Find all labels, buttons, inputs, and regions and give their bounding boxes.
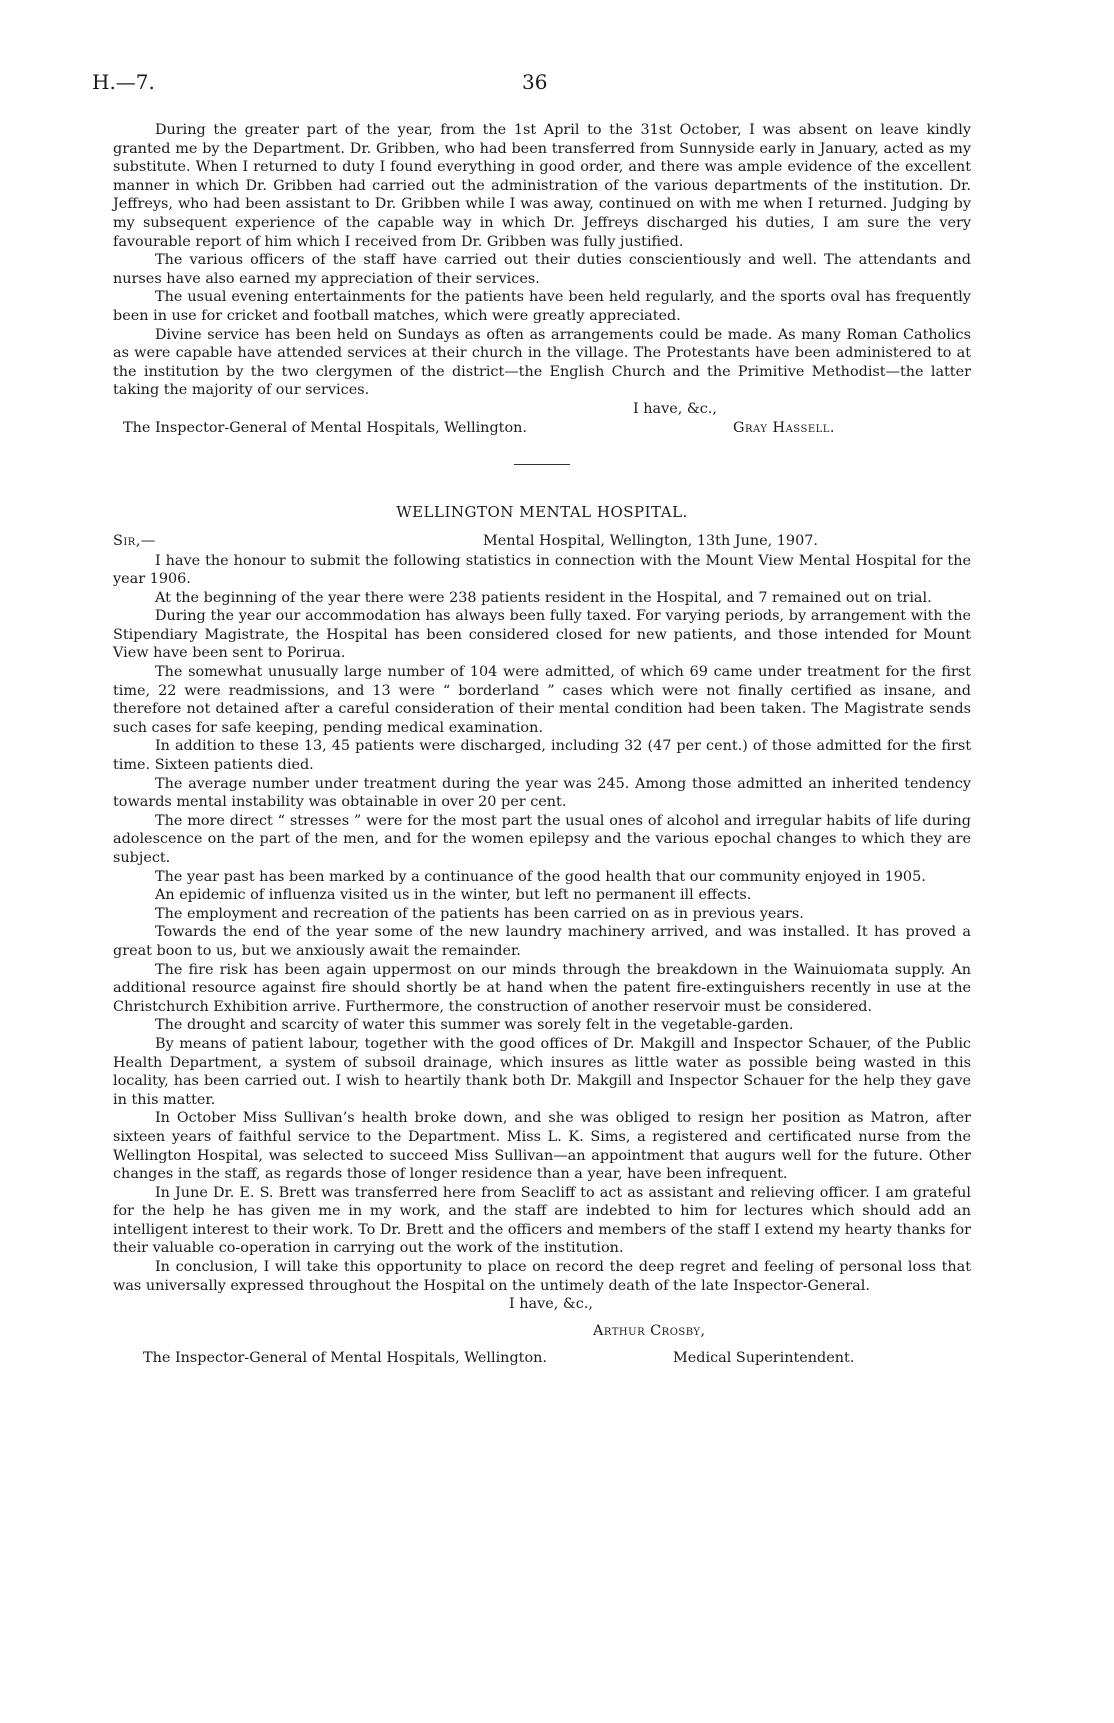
place-date: Mental Hospital, Wellington, 13th June, 1907. bbox=[483, 532, 818, 549]
closing-row bbox=[113, 400, 971, 419]
closing-phrase: I have, &c., bbox=[509, 1296, 593, 1313]
letter-hassell bbox=[113, 121, 971, 438]
addressee-row bbox=[113, 1349, 971, 1368]
addressee: The Inspector-General of Mental Hospitals, Wellington. bbox=[123, 419, 527, 436]
paragraph: The employment and recreation of the patients has been carried on as in previous years. bbox=[155, 905, 804, 922]
paragraph: The more direct “ stresses ” were for the most part the usual ones of alcohol and irregular habits of life during adolescence on the part of the men, and for the women epilepsy and the various epochal changes to which they are subject. bbox=[113, 812, 971, 866]
paragraph: In conclusion, I will take this opportunity to place on record the deep regret and feeling of personal loss that was universally expressed throughout the Hospital on the untimely death of the late Inspector-General. bbox=[113, 1259, 971, 1294]
page-header bbox=[92, 70, 972, 100]
paragraph: The average number under treatment during the year was 245. Among those admitted an inherited tendency towards mental instability was obtainable in over 20 per cent. bbox=[113, 775, 971, 811]
paragraph: The drought and scarcity of water this summer was sorely felt in the vegetable-garden. bbox=[155, 1017, 794, 1034]
paragraph: The fire risk has been again uppermost on our minds through the breakdown in the Wainuiomata supply. An additional resource against fire should shortly be at hand when the patent fire-extinguishers recently in use at the Christchurch Exhibition arrive. Furthermore, the construction of another reservoir must be considered. bbox=[113, 961, 971, 1015]
paragraph: At the beginning of the year there were 238 patients resident in the Hospital, and 7 remained out on trial. bbox=[155, 589, 932, 606]
paragraph: During the greater part of the year, from the 1st April to the 31st October, I was absent on leave kindly granted me by the Department. Dr. Gribben, who had been transferred from Sunnyside early in January, acted as my substitute. When I returned to duty I found everything in good order, and there was ample evidence of the excellent manner in which Dr. Gribben had carried out the administration of the various departments of the institution. Dr. Jeffreys, who had been assistant to Dr. Gribben while I was away, continued on with me when I returned. Judging by my subsequent experience of the capable way in which Dr. Jeffreys discharged his duties, I am sure the very favourable report of him which I received from Dr. Gribben was fully justified. bbox=[113, 122, 971, 250]
paragraph: Divine service has been held on Sundays as often as arrangements could be made. As many Roman Catholics as were capable have attended services at their church in the village. The Protestants have been administered to at the institution by the two clergymen of the district—the English Church and the Primitive Methodist—the latter taking the majority of our services. bbox=[113, 326, 971, 399]
addressee-row bbox=[113, 419, 971, 438]
page-number: 36 bbox=[522, 70, 548, 94]
paragraph: The usual evening entertainments for the patients have been held regularly, and the sports oval has frequently been in use for cricket and football matches, which were greatly appreciated. bbox=[113, 289, 971, 324]
document-body bbox=[113, 121, 971, 1368]
paragraph: In October Miss Sullivan’s health broke down, and she was obliged to resign her position as Matron, after sixteen years of faithful service to the Department. Miss L. K. Sims, a registered and certificated nurse from the Wellington Hospital, was selected to succeed Miss Sullivan—an appointment that augurs well for the future. Other changes in the staff, as regards those of longer residence than a year, have been infrequent. bbox=[113, 1110, 971, 1183]
addressee: The Inspector-General of Mental Hospitals, Wellington. bbox=[143, 1350, 547, 1367]
salutation-row bbox=[113, 532, 971, 552]
paragraph: During the year our accommodation has always been fully taxed. For varying periods, by arrangement with the Stipendiary Magistrate, the Hospital has been considered closed for new patients, and those intended for Mount View have been sent to Porirua. bbox=[113, 608, 971, 662]
paragraph: The somewhat unusually large number of 104 were admitted, of which 69 came under treatment for the first time, 22 were readmissions, and 13 were “ borderland ” cases which were not finally certified as insane, and therefore not detained after a careful consideration of their mental condition had been taken. The Magistrate sends such cases for safe keeping, pending medical examination. bbox=[113, 664, 971, 736]
paragraph: The various officers of the staff have carried out their duties conscientiously and well. The attendants and nurses have also earned my appreciation of their services. bbox=[113, 252, 971, 287]
paragraph: By means of patient labour, together with the good offices of Dr. Makgill and Inspector Schauer, of the Public Health Department, a system of subsoil drainage, which insures as little water as possible being wasted in this locality, has been carried out. I wish to heartily thank both Dr. Makgill and Inspector Schauer for the help they gave in this matter. bbox=[113, 1035, 971, 1108]
signature: Gray Hassell. bbox=[733, 419, 835, 436]
paragraph: Towards the end of the year some of the new laundry machinery arrived, and was installed. It has proved a great boon to us, but we anxiously await the remainder. bbox=[113, 924, 971, 959]
letter-crosby bbox=[113, 503, 971, 1368]
document-reference: H.—7. bbox=[92, 70, 155, 94]
paragraph: I have the honour to submit the following statistics in connection with the Mount View Mental Hospital for the year 1906. bbox=[113, 552, 971, 588]
paragraph: In addition to these 13, 45 patients were discharged, including 32 (47 per cent.) of those admitted for the first time. Sixteen patients died. bbox=[113, 738, 971, 774]
paragraph: The year past has been marked by a continuance of the good health that our community enjoyed in 1905. bbox=[155, 868, 926, 885]
signature-row bbox=[113, 1322, 971, 1341]
section-divider bbox=[514, 464, 570, 465]
paragraph: An epidemic of influenza visited us in the winter, but left no permanent ill effects. bbox=[155, 887, 752, 904]
closing-phrase: I have, &c., bbox=[633, 400, 717, 417]
signature: Arthur Crosby, bbox=[593, 1323, 706, 1340]
closing-row bbox=[113, 1295, 971, 1314]
paragraph: In June Dr. E. S. Brett was transferred here from Seacliff to act as assistant and relieving officer. I am grateful for the help he has given me in my work, and the staff are indebted to him for lectures which should add an intelligent interest to their work. To Dr. Brett and the officers and members of the staff I extend my hearty thanks for their valuable co-operation in carrying out the work of the institution. bbox=[113, 1184, 971, 1257]
signature-title: Medical Superintendent. bbox=[673, 1350, 855, 1367]
salutation: Sir,— bbox=[113, 532, 156, 549]
section-title: WELLINGTON MENTAL HOSPITAL. bbox=[396, 502, 688, 521]
